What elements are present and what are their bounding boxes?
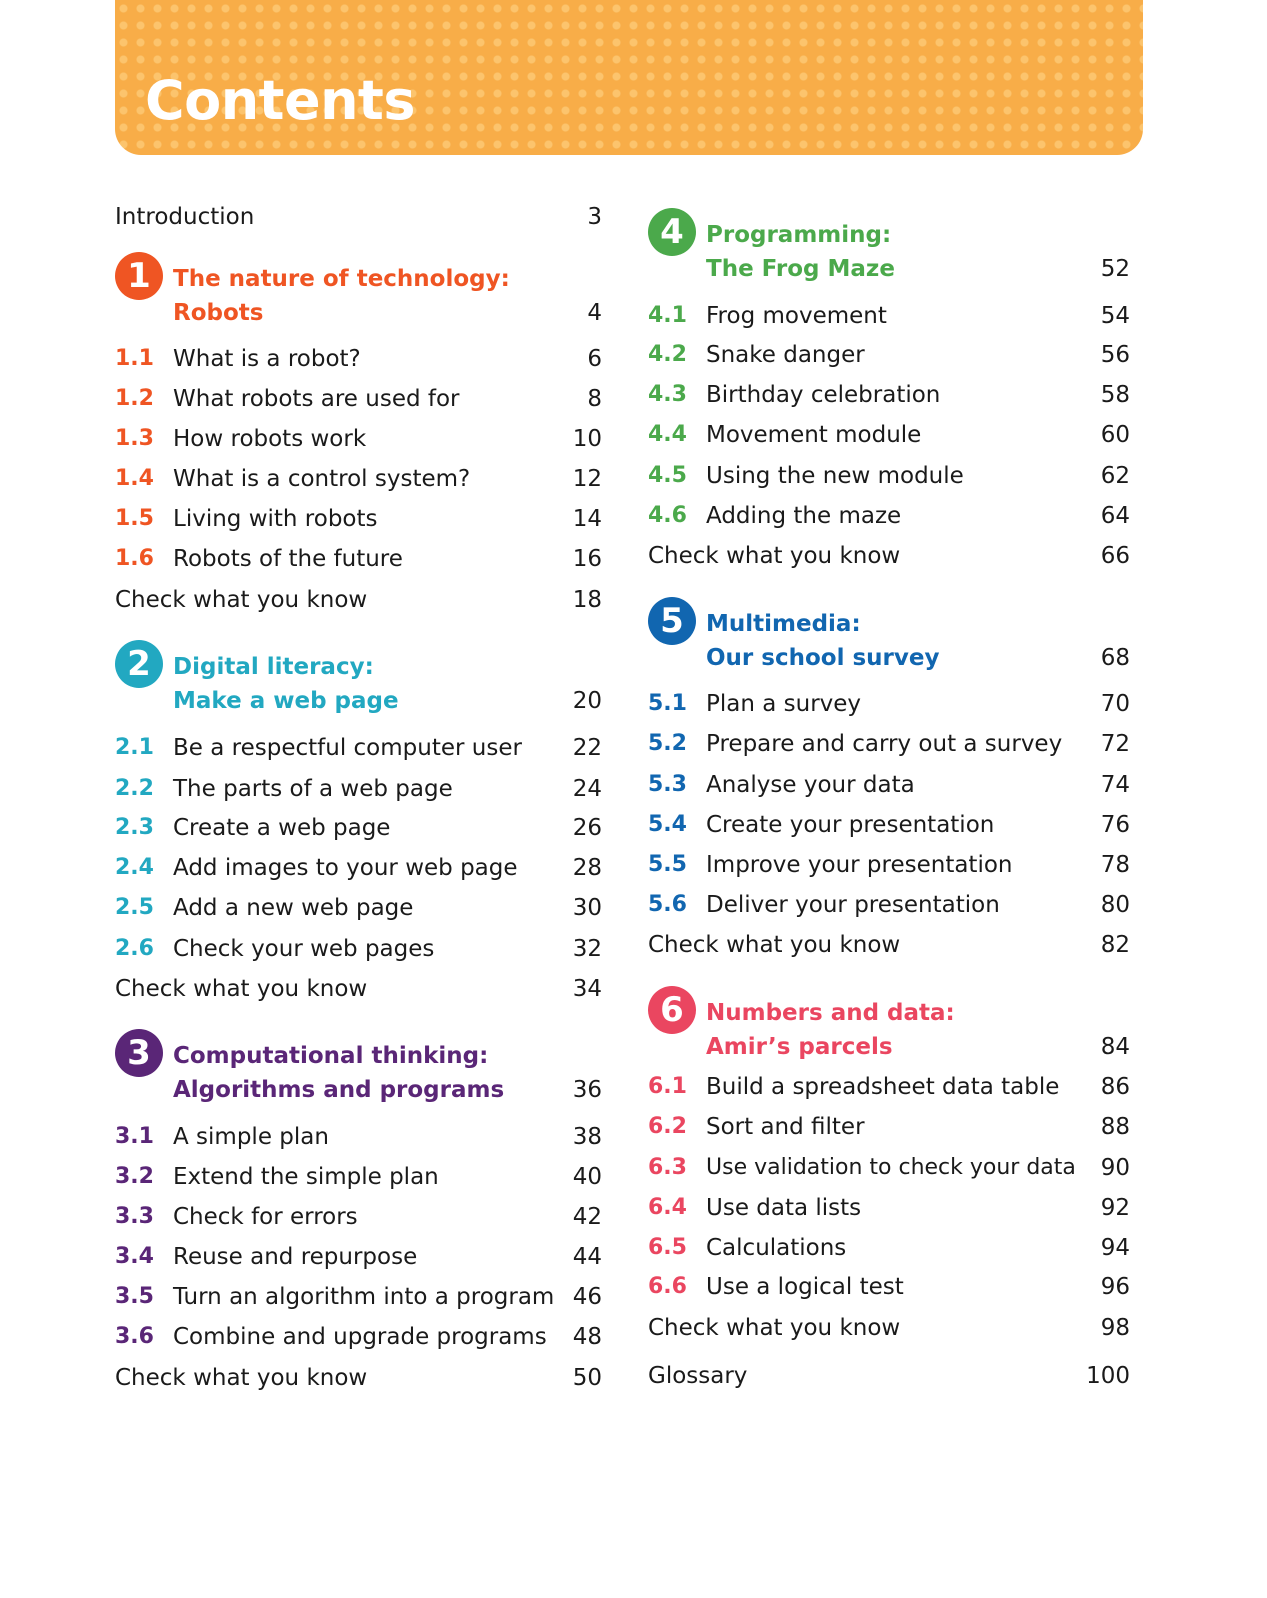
unit-number: 3.3	[115, 1204, 154, 1229]
unit-number: 2.6	[115, 936, 154, 961]
toc-entry-5-3[interactable]	[648, 765, 1130, 805]
entry-title: Combine and upgrade programs	[173, 1324, 547, 1350]
entry-page: 66	[1100, 543, 1130, 569]
entry-title: Extend the simple plan	[173, 1164, 439, 1190]
unit-number: 1.4	[115, 466, 154, 491]
toc-entry-4-4[interactable]	[648, 415, 1130, 455]
toc-entry-2-1[interactable]	[115, 728, 602, 768]
unit-number: 5.2	[648, 731, 687, 756]
chapter-title-line2: Robots	[173, 300, 264, 326]
unit-number: 3.5	[115, 1284, 154, 1309]
entry-title: Deliver your presentation	[706, 892, 1000, 918]
toc-entry-5-2[interactable]	[648, 724, 1130, 764]
chapter-title-line1: Multimedia:	[706, 611, 861, 637]
toc-entry-3-5[interactable]	[115, 1277, 602, 1317]
entry-page: 74	[1100, 772, 1130, 798]
entry-title: Prepare and carry out a survey	[706, 731, 1063, 757]
toc-entry-2-3[interactable]	[115, 808, 602, 848]
toc-entry-6-1[interactable]	[648, 1067, 1130, 1107]
entry-title: Robots of the future	[173, 546, 403, 572]
chapter-page: 52	[1100, 256, 1130, 282]
entry-page: 38	[572, 1124, 602, 1150]
unit-number: 4.5	[648, 463, 687, 488]
chapter-1-heading[interactable]	[115, 252, 602, 332]
entry-title: Check what you know	[115, 1365, 368, 1391]
entry-page: 98	[1100, 1315, 1130, 1341]
chapter-title-line1: Digital literacy:	[173, 654, 374, 680]
entry-title: What is a robot?	[173, 346, 361, 372]
toc-introduction[interactable]	[115, 197, 602, 237]
unit-number: 2.3	[115, 815, 154, 840]
entry-page: 18	[572, 587, 602, 613]
toc-entry-6-4[interactable]	[648, 1188, 1130, 1228]
entry-page: 100	[1086, 1363, 1130, 1389]
unit-number: 6.3	[648, 1155, 687, 1180]
toc-check-6[interactable]	[648, 1308, 1130, 1348]
entry-page: 10	[572, 426, 602, 452]
unit-number: 5.5	[648, 852, 687, 877]
entry-page: 94	[1100, 1235, 1130, 1261]
entry-page: 34	[572, 976, 602, 1002]
entry-title: Check what you know	[648, 932, 901, 958]
toc-entry-2-5[interactable]	[115, 888, 602, 928]
entry-title: Check what you know	[648, 543, 901, 569]
entry-title: Check what you know	[115, 976, 368, 1002]
chapter-title-line2: Make a web page	[173, 688, 399, 714]
entry-page: 82	[1100, 932, 1130, 958]
entry-page: 42	[572, 1204, 602, 1230]
entry-title: A simple plan	[173, 1124, 329, 1150]
entry-title: Create a web page	[173, 815, 391, 841]
chapter-title-line2: Our school survey	[706, 645, 940, 671]
chapter-page: 36	[572, 1077, 602, 1103]
entry-page: 64	[1100, 503, 1130, 529]
unit-number: 6.5	[648, 1235, 687, 1260]
entry-page: 3	[587, 204, 602, 230]
toc-entry-5-6[interactable]	[648, 885, 1130, 925]
entry-page: 62	[1100, 463, 1130, 489]
toc-entry-1-3[interactable]	[115, 419, 602, 459]
unit-number: 4.2	[648, 342, 687, 367]
toc-glossary[interactable]	[648, 1356, 1130, 1396]
unit-number: 1.6	[115, 546, 154, 571]
entry-page: 50	[572, 1365, 602, 1391]
entry-title: Glossary	[648, 1363, 748, 1389]
unit-number: 3.4	[115, 1244, 154, 1269]
entry-title: Frog movement	[706, 303, 887, 329]
entry-page: 92	[1100, 1195, 1130, 1221]
unit-number: 5.3	[648, 772, 687, 797]
entry-page: 24	[572, 776, 602, 802]
entry-title: The parts of a web page	[173, 776, 453, 802]
toc-check-1[interactable]	[115, 580, 602, 620]
entry-page: 22	[572, 735, 602, 761]
entry-page: 88	[1100, 1114, 1130, 1140]
chapter-page: 4	[587, 300, 602, 326]
entry-title: Improve your presentation	[706, 852, 1013, 878]
chapter-page: 20	[572, 688, 602, 714]
chapter-title-line1: Computational thinking:	[173, 1043, 489, 1069]
toc-entry-4-3[interactable]	[648, 375, 1130, 415]
entry-page: 48	[572, 1324, 602, 1350]
entry-page: 54	[1100, 303, 1130, 329]
toc-check-3[interactable]	[115, 1358, 602, 1398]
unit-number: 6.1	[648, 1074, 687, 1099]
chapter-5-heading[interactable]	[648, 597, 1130, 677]
chapter-number-badge: 1	[115, 252, 163, 300]
unit-number: 3.2	[115, 1164, 154, 1189]
chapter-2-heading[interactable]	[115, 640, 602, 720]
entry-title: Be a respectful computer user	[173, 735, 522, 761]
toc-entry-4-1[interactable]	[648, 296, 1130, 336]
entry-page: 96	[1100, 1274, 1130, 1300]
unit-number: 2.4	[115, 855, 154, 880]
entry-page: 76	[1100, 812, 1130, 838]
entry-page: 78	[1100, 852, 1130, 878]
toc-entry-2-6[interactable]	[115, 929, 602, 969]
entry-title: Use data lists	[706, 1195, 862, 1221]
toc-entry-6-5[interactable]	[648, 1228, 1130, 1268]
chapter-page: 68	[1100, 645, 1130, 671]
toc-entry-3-6[interactable]	[115, 1317, 602, 1357]
toc-entry-5-5[interactable]	[648, 845, 1130, 885]
toc-entry-1-1[interactable]	[115, 339, 602, 379]
entry-title: Check your web pages	[173, 936, 435, 962]
toc-entry-3-4[interactable]	[115, 1237, 602, 1277]
toc-entry-6-3[interactable]	[648, 1148, 1130, 1188]
unit-number: 2.1	[115, 735, 154, 760]
entry-title: Adding the maze	[706, 503, 902, 529]
unit-number: 1.1	[115, 346, 154, 371]
unit-number: 6.4	[648, 1195, 687, 1220]
entry-page: 32	[572, 936, 602, 962]
entry-title: Turn an algorithm into a program	[173, 1284, 555, 1310]
toc-entry-1-4[interactable]	[115, 459, 602, 499]
entry-page: 56	[1100, 342, 1130, 368]
entry-page: 44	[572, 1244, 602, 1270]
entry-page: 40	[572, 1164, 602, 1190]
toc-entry-3-2[interactable]	[115, 1157, 602, 1197]
unit-number: 1.2	[115, 386, 154, 411]
entry-title: Create your presentation	[706, 812, 995, 838]
entry-title: Living with robots	[173, 506, 378, 532]
entry-title: Calculations	[706, 1235, 847, 1261]
unit-number: 4.3	[648, 382, 687, 407]
toc-entry-4-6[interactable]	[648, 496, 1130, 536]
entry-title: Use a logical test	[706, 1274, 904, 1300]
entry-title: Check what you know	[648, 1315, 901, 1341]
chapter-title-line2: Algorithms and programs	[173, 1077, 505, 1103]
entry-page: 86	[1100, 1074, 1130, 1100]
entry-title: Plan a survey	[706, 691, 862, 717]
entry-title: Sort and filter	[706, 1114, 865, 1140]
chapter-title-line2: The Frog Maze	[706, 256, 895, 282]
chapter-3-heading[interactable]	[115, 1029, 602, 1109]
chapter-title-line1: Numbers and data:	[706, 1000, 955, 1026]
toc-entry-4-2[interactable]	[648, 335, 1130, 375]
entry-title: Birthday celebration	[706, 382, 941, 408]
entry-title: How robots work	[173, 426, 367, 452]
toc-entry-3-1[interactable]	[115, 1117, 602, 1157]
toc-entry-3-3[interactable]	[115, 1197, 602, 1237]
entry-title: Using the new module	[706, 463, 964, 489]
toc-check-4[interactable]	[648, 536, 1130, 576]
entry-page: 90	[1100, 1155, 1130, 1181]
chapter-6-heading[interactable]	[648, 986, 1130, 1066]
entry-title: Introduction	[115, 204, 255, 230]
entry-title: Analyse your data	[706, 772, 915, 798]
unit-number: 3.6	[115, 1324, 154, 1349]
entry-title: Use validation to check your data	[706, 1155, 1076, 1180]
unit-number: 5.1	[648, 691, 687, 716]
entry-page: 28	[572, 855, 602, 881]
entry-page: 72	[1100, 731, 1130, 757]
chapter-title-line1: Programming:	[706, 222, 892, 248]
chapter-number-badge: 5	[648, 597, 696, 645]
unit-number: 6.6	[648, 1274, 687, 1299]
unit-number: 5.4	[648, 812, 687, 837]
entry-title: Movement module	[706, 422, 922, 448]
toc-entry-1-5[interactable]	[115, 499, 602, 539]
chapter-page: 84	[1100, 1034, 1130, 1060]
page-title: Contents	[145, 69, 416, 132]
toc-entry-2-4[interactable]	[115, 848, 602, 888]
entry-title: What is a control system?	[173, 466, 471, 492]
toc-entry-4-5[interactable]	[648, 456, 1130, 496]
chapter-number-badge: 3	[115, 1029, 163, 1077]
toc-check-2[interactable]	[115, 969, 602, 1009]
entry-page: 16	[572, 546, 602, 572]
unit-number: 4.1	[648, 303, 687, 328]
toc-entry-5-4[interactable]	[648, 805, 1130, 845]
toc-entry-1-6[interactable]	[115, 539, 602, 579]
unit-number: 4.6	[648, 503, 687, 528]
toc-entry-1-2[interactable]	[115, 379, 602, 419]
chapter-title-line2: Amir’s parcels	[706, 1034, 893, 1060]
entry-page: 6	[587, 346, 602, 372]
toc-entry-5-1[interactable]	[648, 684, 1130, 724]
chapter-number-badge: 2	[115, 640, 163, 688]
chapter-number-badge: 4	[648, 208, 696, 256]
unit-number: 3.1	[115, 1124, 154, 1149]
entry-title: Add images to your web page	[173, 855, 518, 881]
entry-title: Check what you know	[115, 587, 368, 613]
chapter-number-badge: 6	[648, 986, 696, 1034]
entry-page: 14	[572, 506, 602, 532]
toc-check-5[interactable]	[648, 925, 1130, 965]
entry-page: 8	[587, 386, 602, 412]
entry-title: Add a new web page	[173, 895, 414, 921]
toc-entry-2-2[interactable]	[115, 769, 602, 809]
toc-entry-6-6[interactable]	[648, 1267, 1130, 1307]
entry-page: 60	[1100, 422, 1130, 448]
entry-page: 12	[572, 466, 602, 492]
chapter-4-heading[interactable]	[648, 208, 1130, 288]
unit-number: 1.3	[115, 426, 154, 451]
entry-title: Snake danger	[706, 342, 865, 368]
toc-entry-6-2[interactable]	[648, 1107, 1130, 1147]
unit-number: 5.6	[648, 892, 687, 917]
entry-title: Reuse and repurpose	[173, 1244, 418, 1270]
chapter-title-line1: The nature of technology:	[173, 266, 510, 292]
entry-page: 70	[1100, 691, 1130, 717]
entry-page: 30	[572, 895, 602, 921]
entry-page: 58	[1100, 382, 1130, 408]
unit-number: 6.2	[648, 1114, 687, 1139]
unit-number: 2.5	[115, 895, 154, 920]
unit-number: 4.4	[648, 422, 687, 447]
entry-title: Build a spreadsheet data table	[706, 1074, 1060, 1100]
unit-number: 2.2	[115, 776, 154, 801]
entry-page: 80	[1100, 892, 1130, 918]
unit-number: 1.5	[115, 506, 154, 531]
contents-banner	[115, 0, 1143, 155]
entry-title: What robots are used for	[173, 386, 460, 412]
entry-page: 46	[572, 1284, 602, 1310]
entry-page: 26	[572, 815, 602, 841]
entry-title: Check for errors	[173, 1204, 358, 1230]
